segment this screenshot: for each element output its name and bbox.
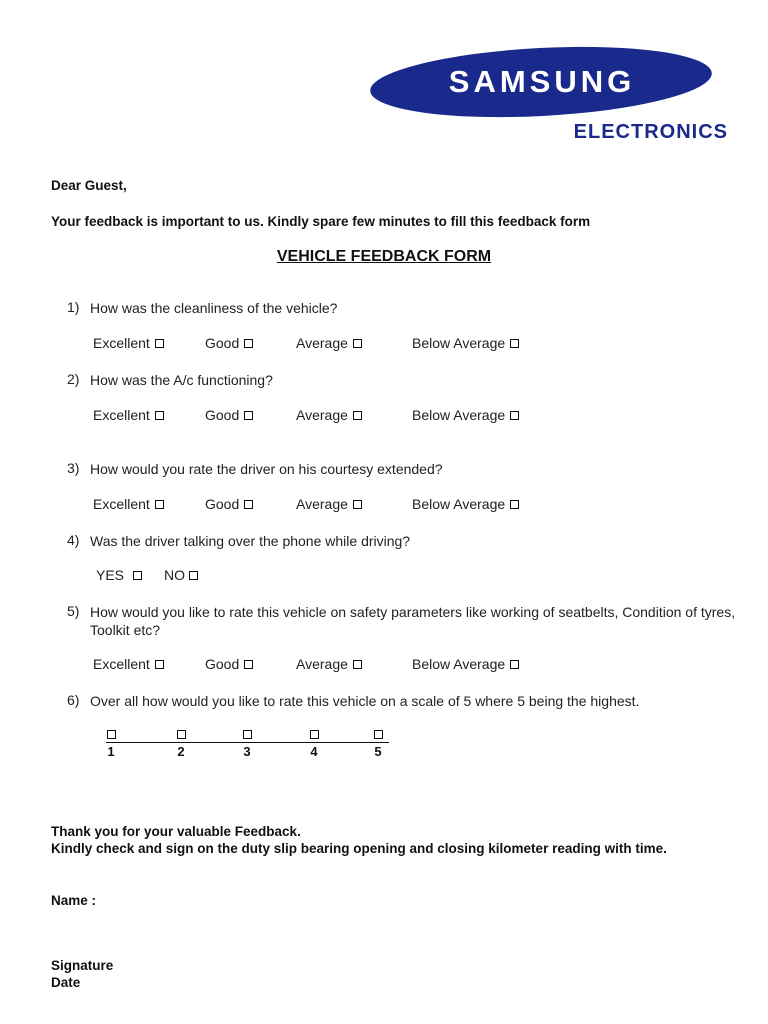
yes-no-options xyxy=(96,567,596,587)
checkbox[interactable] xyxy=(177,730,186,739)
footer-text xyxy=(51,823,731,857)
checkbox[interactable] xyxy=(189,571,198,580)
checkbox[interactable] xyxy=(244,411,253,420)
scale-label: 1 xyxy=(107,744,115,759)
checkbox[interactable] xyxy=(510,411,519,420)
scale-option-2[interactable] xyxy=(174,730,188,759)
question-text: How would you like to rate this vehicle on safety parameters like working of seatbelts, Condition of tyres, Toolkit etc? xyxy=(90,604,736,638)
checkbox[interactable] xyxy=(155,411,164,420)
checkbox[interactable] xyxy=(353,411,362,420)
question-3 xyxy=(67,460,737,478)
logo-tagline: ELECTRONICS xyxy=(573,121,728,143)
option-good[interactable]: Good xyxy=(205,496,253,512)
scale-label: 5 xyxy=(374,744,382,759)
samsung-logo xyxy=(370,44,730,144)
option-excellent[interactable]: Excellent xyxy=(93,656,164,672)
question-number: 4) xyxy=(67,532,80,548)
checkbox[interactable] xyxy=(243,730,252,739)
rating-options-1 xyxy=(93,335,593,355)
question-number: 3) xyxy=(67,460,80,476)
option-average[interactable]: Average xyxy=(296,335,362,351)
checkbox[interactable] xyxy=(244,660,253,669)
rating-options-3 xyxy=(93,496,593,516)
scale-option-3[interactable] xyxy=(240,730,254,759)
question-text: How was the A/c functioning? xyxy=(90,372,273,388)
checkbox[interactable] xyxy=(155,500,164,509)
logo-brand: SAMSUNG xyxy=(448,64,636,99)
checkbox[interactable] xyxy=(353,660,362,669)
option-below-average[interactable]: Below Average xyxy=(412,656,519,672)
form-title: VEHICLE FEEDBACK FORM xyxy=(276,248,492,265)
intro-text: Your feedback is important to us. Kindly spare few minutes to fill this feedback form xyxy=(51,214,591,229)
option-below-average[interactable]: Below Average xyxy=(412,496,519,512)
question-text: Over all how would you like to rate this vehicle on a scale of 5 where 5 being the highest. xyxy=(90,693,640,709)
scale-option-5[interactable] xyxy=(371,730,385,759)
option-yes[interactable]: YES xyxy=(96,567,142,583)
checkbox[interactable] xyxy=(310,730,319,739)
option-average[interactable]: Average xyxy=(296,407,362,423)
option-good[interactable]: Good xyxy=(205,656,253,672)
question-text: How was the cleanliness of the vehicle? xyxy=(90,300,338,316)
option-average[interactable]: Average xyxy=(296,496,362,512)
checkbox[interactable] xyxy=(374,730,383,739)
checkbox[interactable] xyxy=(244,500,253,509)
thanks-text: Thank you for your valuable Feedback. xyxy=(51,824,301,839)
greeting: Dear Guest, xyxy=(51,178,127,193)
question-number: 6) xyxy=(67,692,80,708)
scale-label: 2 xyxy=(177,744,185,759)
signature-label: Signature xyxy=(51,958,114,973)
option-below-average[interactable]: Below Average xyxy=(412,335,519,351)
date-label: Date xyxy=(51,975,81,990)
checkbox[interactable] xyxy=(353,339,362,348)
question-number: 5) xyxy=(67,603,80,619)
question-number: 2) xyxy=(67,371,80,387)
question-5 xyxy=(67,603,737,639)
scale-option-1[interactable] xyxy=(104,730,118,759)
question-text: Was the driver talking over the phone while driving? xyxy=(90,533,411,549)
checkbox[interactable] xyxy=(510,660,519,669)
samsung-logo-graphic xyxy=(370,44,730,144)
rating-options-2 xyxy=(93,407,593,427)
scale-option-4[interactable] xyxy=(307,730,321,759)
option-average[interactable]: Average xyxy=(296,656,362,672)
question-number: 1) xyxy=(67,299,80,315)
checkbox[interactable] xyxy=(353,500,362,509)
option-good[interactable]: Good xyxy=(205,407,253,423)
option-good[interactable]: Good xyxy=(205,335,253,351)
option-no[interactable]: NO xyxy=(164,567,198,583)
question-4 xyxy=(67,532,737,550)
option-excellent[interactable]: Excellent xyxy=(93,496,164,512)
question-1 xyxy=(67,299,737,317)
option-excellent[interactable]: Excellent xyxy=(93,335,164,351)
scale-label: 3 xyxy=(243,744,251,759)
rating-scale xyxy=(104,728,394,768)
option-below-average[interactable]: Below Average xyxy=(412,407,519,423)
instruction-text: Kindly check and sign on the duty slip bearing opening and closing kilometer reading with time. xyxy=(51,841,667,856)
question-2 xyxy=(67,371,737,389)
scale-label: 4 xyxy=(310,744,318,759)
name-label: Name : xyxy=(51,893,97,908)
checkbox[interactable] xyxy=(510,339,519,348)
checkbox[interactable] xyxy=(133,571,142,580)
checkbox[interactable] xyxy=(155,339,164,348)
question-text: How would you rate the driver on his courtesy extended? xyxy=(90,461,443,477)
checkbox[interactable] xyxy=(244,339,253,348)
option-excellent[interactable]: Excellent xyxy=(93,407,164,423)
question-6 xyxy=(67,692,737,710)
checkbox[interactable] xyxy=(107,730,116,739)
checkbox[interactable] xyxy=(510,500,519,509)
checkbox[interactable] xyxy=(155,660,164,669)
rating-options-5 xyxy=(93,656,593,676)
